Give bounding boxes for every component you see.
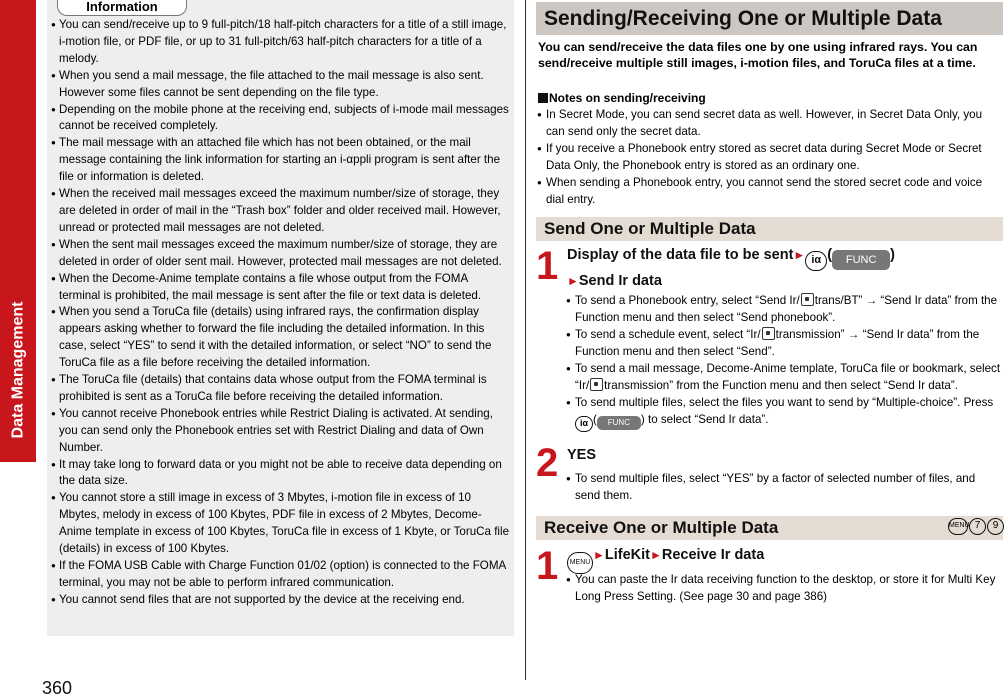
arrow-right-icon: ► (593, 548, 605, 562)
send-section-title: Send One or Multiple Data (536, 217, 1003, 241)
side-tab (0, 0, 36, 462)
info-item: ● The ToruCa file (details) that contains data whose output from the FOMA terminal is prohibited is sent as a ToruCa file before receiving the detailed information. (51, 372, 511, 406)
notes-title: Notes on sending/receiving (538, 91, 706, 105)
i-alpha-key-icon: iα (805, 251, 827, 271)
information-panel (47, 0, 514, 636)
list-item: ● You can paste the Ir data receiving function to the desktop, or store it for Multi Key Long Press Setting. (See page 30 and page 386) (566, 571, 1002, 605)
information-list (51, 17, 511, 609)
menu-key-icon: MENU (567, 552, 593, 574)
key-sequence (948, 518, 1004, 535)
arrow-right-icon: ► (793, 248, 806, 262)
key-7-icon: 7 (969, 518, 986, 535)
notes-list (537, 106, 1001, 208)
intro-text: You can send/receive the data files one by one using infrared rays. You can send/receive multiple still images, i-motion files, and ToruCa files at a time. (538, 40, 978, 70)
info-item: ● You cannot receive Phonebook entries while Restrict Dialing is activated. At sending, you can send only the Phonebook entries set with Restrict Dialing and data of Own Number. (51, 406, 511, 457)
page-number: 360 (42, 678, 73, 697)
list-item: ● To send a schedule event, select “Ir/ transmission” → “Send Ir data” from the Function menu and then select “Send”. (566, 326, 1002, 360)
menu-key-icon: MENU (948, 518, 968, 535)
key-9-icon: 9 (987, 518, 1004, 535)
step-number-1: 1 (536, 244, 559, 288)
info-item: ● Depending on the mobile phone at the receiving end, subjects of i-mode mail messages cannot be received completely. (51, 102, 511, 136)
info-item: ● The mail message with an attached file which has not been obtained, or the mail message containing the link information for starting an i-αppli program is sent after the file or information is deleted. (51, 135, 511, 186)
info-item: ● It may take long to forward data or you might not be able to receive data depending on the data size. (51, 457, 511, 491)
arrow-right-icon: ► (567, 274, 579, 288)
square-bullet-icon (538, 93, 548, 103)
info-item: ● When the sent mail messages exceed the maximum number/size of storage, they are deleted in order of older sent mail. However, protected mail messages are not deleted. (51, 237, 511, 271)
note-item: ● When sending a Phonebook entry, you cannot send the stored secret code and voice dial entry. (537, 174, 1001, 208)
info-item: ● If the FOMA USB Cable with Charge Function 01/02 (option) is connected to the FOMA terminal, you may not be able to perform infrared communication. (51, 558, 511, 592)
note-item: ● If you receive a Phonebook entry stored as secret data during Secret Mode or Secret Data Only, the Phonebook entry is stored as an ordinary one. (537, 140, 1001, 174)
column-divider (525, 0, 526, 680)
info-item: ● When you send a mail message, the file attached to the mail message is also sent. However some files cannot be sent depending on the file type. (51, 68, 511, 102)
list-item: ● To send multiple files, select “YES” by a factor of selected number of files, and send them. (566, 470, 1002, 504)
infrared-icon (801, 293, 814, 306)
page-title: Sending/Receiving One or Multiple Data (536, 2, 1003, 35)
infrared-icon (762, 327, 775, 340)
step-1-title: Display of the data file to be sent► iα ( FUNC ) ►Send Ir data (567, 247, 895, 289)
step-1-bullets (566, 292, 1002, 432)
arrow-right-icon: ► (650, 548, 662, 562)
receive-section-title: Receive One or Multiple Data (536, 516, 1003, 540)
func-key-icon: FUNC (597, 416, 641, 430)
info-item: ● You cannot send files that are not supported by the device at the receiving end. (51, 592, 511, 609)
infrared-icon (590, 378, 603, 391)
step-2-title: YES (567, 447, 597, 463)
step-number-1: 1 (536, 544, 559, 588)
side-tab-label: Data Management (9, 301, 27, 439)
i-alpha-key-icon: iα (575, 416, 593, 432)
info-item: ● You can send/receive up to 9 full-pitch/18 half-pitch characters for a title of a still image, i-motion file, or PDF file, or up to 31 full-pitch/63 half-pitch characters for a title of a melody. (51, 17, 511, 68)
receive-step-1-title: MENU►LifeKit►Receive Ir data (567, 545, 764, 574)
receive-step-1-bullets (566, 571, 1002, 605)
info-item: ● You cannot store a still image in excess of 3 Mbytes, i-motion file in excess of 10 Mbytes, melody in excess of 100 Kbytes, PDF file in excess of 2 Mbytes, Decome-Anime template in excess of 100 Kbytes, ToruCa file in excess of 1 Kbyte, or ToruCa file (details) in excess of 100 Kbytes. (51, 490, 511, 558)
step-number-2: 2 (536, 441, 559, 485)
info-item: ● When the received mail messages exceed the maximum number/size of storage, they are deleted in order of mail in the “Trash box” folder and older received mail. However, unread or protected mail messages are not deleted. (51, 186, 511, 237)
note-item: ● In Secret Mode, you can send secret data as well. However, in Secret Data Only, you can send only the secret data. (537, 106, 1001, 140)
info-item: ● When you send a ToruCa file (details) using infrared rays, the confirmation display appears asking whether to forward the file including the detailed information. In this case, select “YES” to send it with the detailed information, or select “NO” to send the ToruCa file as a file before receiving the detailed information. (51, 304, 511, 372)
information-header: Information (57, 0, 187, 16)
func-key-icon: FUNC (832, 250, 890, 270)
step-2-bullets (566, 470, 1002, 504)
list-item: ● To send a Phonebook entry, select “Send Ir/ trans/BT” → “Send Ir data” from the Function menu and then select “Send phonebook”. (566, 292, 1002, 326)
list-item: ● To send a mail message, Decome-Anime template, ToruCa file or bookmark, select “Ir/ transmission” from the Function menu and then select “Send Ir data”. (566, 360, 1002, 394)
list-item: ● To send multiple files, select the files you want to send by “Multiple-choice”. Press iα ( FUNC ) to select “Send Ir data”. (566, 394, 1002, 432)
info-item: ● When the Decome-Anime template contains a file whose output from the FOMA terminal is prohibited, the mail message is sent after the file or text data is deleted. (51, 271, 511, 305)
